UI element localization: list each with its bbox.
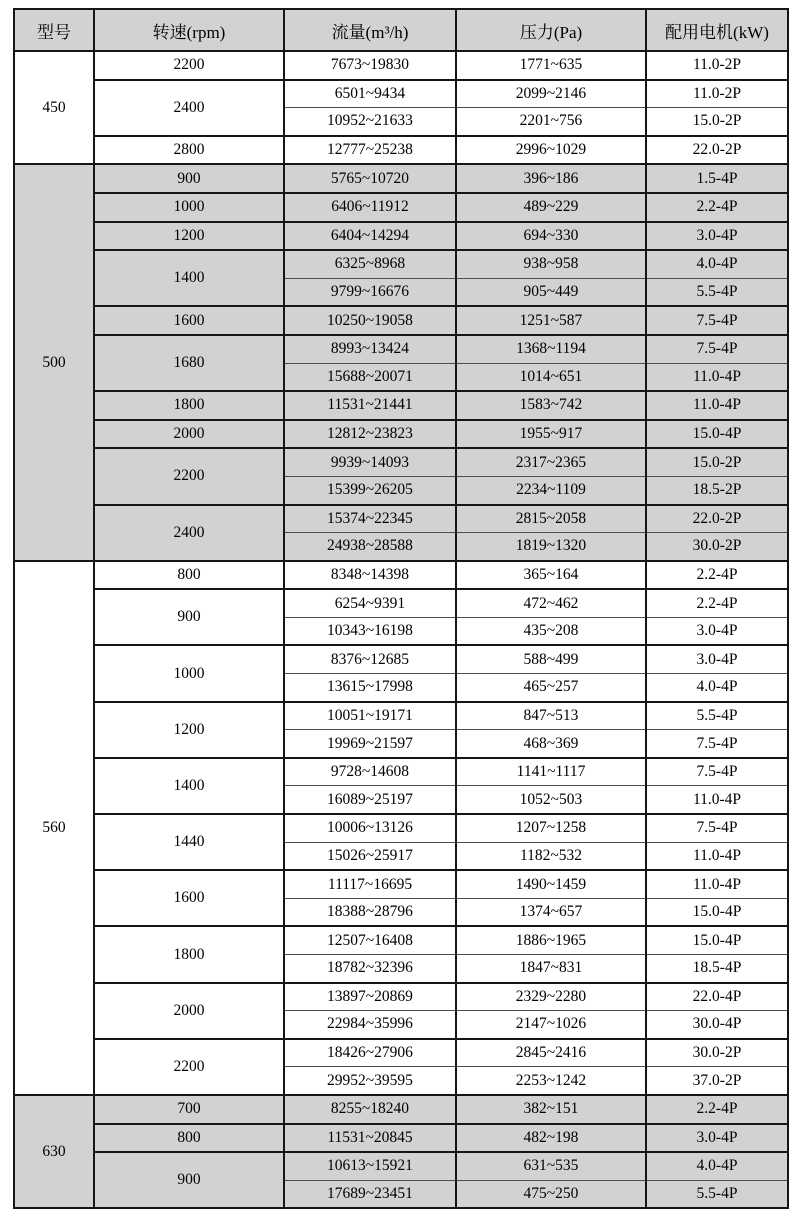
flow-cell: 11531~20845 bbox=[284, 1124, 456, 1153]
motor-cell: 5.5-4P bbox=[646, 702, 788, 730]
pressure-cell: 1886~1965 bbox=[456, 926, 646, 954]
table-row bbox=[14, 645, 788, 673]
speed-cell: 800 bbox=[94, 561, 284, 590]
spec-table-body bbox=[14, 51, 788, 1208]
pressure-cell: 1207~1258 bbox=[456, 814, 646, 842]
motor-cell: 22.0-4P bbox=[646, 983, 788, 1011]
speed-cell: 1000 bbox=[94, 645, 284, 701]
motor-cell: 2.2-4P bbox=[646, 561, 788, 590]
motor-cell: 4.0-4P bbox=[646, 250, 788, 278]
motor-cell: 3.0-4P bbox=[646, 645, 788, 673]
flow-cell: 12777~25238 bbox=[284, 136, 456, 165]
flow-cell: 10613~15921 bbox=[284, 1152, 456, 1180]
flow-cell: 15688~20071 bbox=[284, 363, 456, 391]
header-speed: 转速(rpm) bbox=[94, 9, 284, 51]
motor-cell: 30.0-2P bbox=[646, 1039, 788, 1067]
pressure-cell: 938~958 bbox=[456, 250, 646, 278]
speed-cell: 1800 bbox=[94, 926, 284, 982]
motor-cell: 11.0-4P bbox=[646, 842, 788, 870]
fan-spec-table bbox=[13, 8, 789, 1209]
motor-cell: 11.0-2P bbox=[646, 80, 788, 108]
flow-cell: 9728~14608 bbox=[284, 758, 456, 786]
speed-cell: 1600 bbox=[94, 870, 284, 926]
model-cell: 450 bbox=[14, 51, 94, 164]
motor-cell: 30.0-4P bbox=[646, 1011, 788, 1039]
pressure-cell: 1847~831 bbox=[456, 955, 646, 983]
pressure-cell: 1374~657 bbox=[456, 898, 646, 926]
table-row bbox=[14, 164, 788, 193]
table-row bbox=[14, 814, 788, 842]
pressure-cell: 489~229 bbox=[456, 193, 646, 222]
table-row bbox=[14, 80, 788, 108]
flow-cell: 6501~9434 bbox=[284, 80, 456, 108]
table-row bbox=[14, 758, 788, 786]
speed-cell: 900 bbox=[94, 589, 284, 645]
motor-cell: 18.5-4P bbox=[646, 955, 788, 983]
flow-cell: 8348~14398 bbox=[284, 561, 456, 590]
table-row bbox=[14, 306, 788, 335]
motor-cell: 15.0-2P bbox=[646, 108, 788, 136]
flow-cell: 24938~28588 bbox=[284, 533, 456, 561]
motor-cell: 7.5-4P bbox=[646, 814, 788, 842]
pressure-cell: 694~330 bbox=[456, 222, 646, 251]
motor-cell: 37.0-2P bbox=[646, 1067, 788, 1095]
table-row bbox=[14, 505, 788, 533]
model-cell: 630 bbox=[14, 1095, 94, 1208]
motor-cell: 11.0-4P bbox=[646, 363, 788, 391]
motor-cell: 3.0-4P bbox=[646, 222, 788, 251]
flow-cell: 19969~21597 bbox=[284, 730, 456, 758]
pressure-cell: 2234~1109 bbox=[456, 476, 646, 504]
flow-cell: 10952~21633 bbox=[284, 108, 456, 136]
table-row bbox=[14, 51, 788, 80]
pressure-cell: 2317~2365 bbox=[456, 448, 646, 476]
motor-cell: 7.5-4P bbox=[646, 730, 788, 758]
pressure-cell: 472~462 bbox=[456, 589, 646, 617]
table-row bbox=[14, 1124, 788, 1153]
speed-cell: 1680 bbox=[94, 335, 284, 391]
speed-cell: 1000 bbox=[94, 193, 284, 222]
pressure-cell: 475~250 bbox=[456, 1180, 646, 1208]
pressure-cell: 1141~1117 bbox=[456, 758, 646, 786]
pressure-cell: 1955~917 bbox=[456, 420, 646, 449]
motor-cell: 2.2-4P bbox=[646, 589, 788, 617]
table-row bbox=[14, 1095, 788, 1124]
pressure-cell: 847~513 bbox=[456, 702, 646, 730]
speed-cell: 900 bbox=[94, 1152, 284, 1208]
motor-cell: 5.5-4P bbox=[646, 1180, 788, 1208]
header-model: 型号 bbox=[14, 9, 94, 51]
speed-cell: 1200 bbox=[94, 222, 284, 251]
speed-cell: 1400 bbox=[94, 250, 284, 306]
table-row bbox=[14, 420, 788, 449]
motor-cell: 2.2-4P bbox=[646, 1095, 788, 1124]
speed-cell: 2200 bbox=[94, 448, 284, 504]
motor-cell: 15.0-2P bbox=[646, 448, 788, 476]
flow-cell: 15399~26205 bbox=[284, 476, 456, 504]
motor-cell: 22.0-2P bbox=[646, 136, 788, 165]
speed-cell: 2200 bbox=[94, 51, 284, 80]
flow-cell: 6325~8968 bbox=[284, 250, 456, 278]
pressure-cell: 482~198 bbox=[456, 1124, 646, 1153]
flow-cell: 7673~19830 bbox=[284, 51, 456, 80]
flow-cell: 18782~32396 bbox=[284, 955, 456, 983]
flow-cell: 8255~18240 bbox=[284, 1095, 456, 1124]
pressure-cell: 1819~1320 bbox=[456, 533, 646, 561]
motor-cell: 4.0-4P bbox=[646, 1152, 788, 1180]
speed-cell: 2000 bbox=[94, 420, 284, 449]
motor-cell: 3.0-4P bbox=[646, 617, 788, 645]
flow-cell: 18426~27906 bbox=[284, 1039, 456, 1067]
speed-cell: 1600 bbox=[94, 306, 284, 335]
flow-cell: 6404~14294 bbox=[284, 222, 456, 251]
pressure-cell: 2147~1026 bbox=[456, 1011, 646, 1039]
pressure-cell: 468~369 bbox=[456, 730, 646, 758]
speed-cell: 1400 bbox=[94, 758, 284, 814]
pressure-cell: 905~449 bbox=[456, 278, 646, 306]
table-row bbox=[14, 561, 788, 590]
pressure-cell: 435~208 bbox=[456, 617, 646, 645]
flow-cell: 8376~12685 bbox=[284, 645, 456, 673]
motor-cell: 7.5-4P bbox=[646, 335, 788, 363]
flow-cell: 10250~19058 bbox=[284, 306, 456, 335]
table-row bbox=[14, 222, 788, 251]
flow-cell: 6254~9391 bbox=[284, 589, 456, 617]
pressure-cell: 1583~742 bbox=[456, 391, 646, 420]
table-row bbox=[14, 193, 788, 222]
flow-cell: 15026~25917 bbox=[284, 842, 456, 870]
flow-cell: 13897~20869 bbox=[284, 983, 456, 1011]
pressure-cell: 631~535 bbox=[456, 1152, 646, 1180]
table-row bbox=[14, 702, 788, 730]
pressure-cell: 1771~635 bbox=[456, 51, 646, 80]
flow-cell: 15374~22345 bbox=[284, 505, 456, 533]
pressure-cell: 2253~1242 bbox=[456, 1067, 646, 1095]
pressure-cell: 2996~1029 bbox=[456, 136, 646, 165]
flow-cell: 5765~10720 bbox=[284, 164, 456, 193]
table-header-row bbox=[14, 9, 788, 51]
flow-cell: 9799~16676 bbox=[284, 278, 456, 306]
table-row bbox=[14, 1152, 788, 1180]
speed-cell: 2800 bbox=[94, 136, 284, 165]
flow-cell: 29952~39595 bbox=[284, 1067, 456, 1095]
motor-cell: 1.5-4P bbox=[646, 164, 788, 193]
pressure-cell: 2845~2416 bbox=[456, 1039, 646, 1067]
motor-cell: 5.5-4P bbox=[646, 278, 788, 306]
pressure-cell: 2099~2146 bbox=[456, 80, 646, 108]
flow-cell: 17689~23451 bbox=[284, 1180, 456, 1208]
pressure-cell: 1368~1194 bbox=[456, 335, 646, 363]
model-cell: 500 bbox=[14, 164, 94, 560]
flow-cell: 10343~16198 bbox=[284, 617, 456, 645]
table-row bbox=[14, 983, 788, 1011]
table-row bbox=[14, 589, 788, 617]
flow-cell: 12812~23823 bbox=[284, 420, 456, 449]
pressure-cell: 382~151 bbox=[456, 1095, 646, 1124]
motor-cell: 30.0-2P bbox=[646, 533, 788, 561]
speed-cell: 1440 bbox=[94, 814, 284, 870]
motor-cell: 4.0-4P bbox=[646, 674, 788, 702]
speed-cell: 1200 bbox=[94, 702, 284, 758]
pressure-cell: 1014~651 bbox=[456, 363, 646, 391]
speed-cell: 2400 bbox=[94, 505, 284, 561]
table-row bbox=[14, 391, 788, 420]
motor-cell: 11.0-4P bbox=[646, 870, 788, 898]
speed-cell: 700 bbox=[94, 1095, 284, 1124]
speed-cell: 2200 bbox=[94, 1039, 284, 1095]
pressure-cell: 1182~532 bbox=[456, 842, 646, 870]
motor-cell: 15.0-4P bbox=[646, 898, 788, 926]
flow-cell: 18388~28796 bbox=[284, 898, 456, 926]
pressure-cell: 396~186 bbox=[456, 164, 646, 193]
motor-cell: 3.0-4P bbox=[646, 1124, 788, 1153]
table-row bbox=[14, 448, 788, 476]
flow-cell: 10051~19171 bbox=[284, 702, 456, 730]
motor-cell: 2.2-4P bbox=[646, 193, 788, 222]
flow-cell: 10006~13126 bbox=[284, 814, 456, 842]
motor-cell: 15.0-4P bbox=[646, 420, 788, 449]
flow-cell: 11117~16695 bbox=[284, 870, 456, 898]
flow-cell: 22984~35996 bbox=[284, 1011, 456, 1039]
flow-cell: 6406~11912 bbox=[284, 193, 456, 222]
pressure-cell: 1251~587 bbox=[456, 306, 646, 335]
header-flow: 流量(m³/h) bbox=[284, 9, 456, 51]
speed-cell: 1800 bbox=[94, 391, 284, 420]
flow-cell: 12507~16408 bbox=[284, 926, 456, 954]
table-row bbox=[14, 1039, 788, 1067]
motor-cell: 11.0-4P bbox=[646, 391, 788, 420]
speed-cell: 2000 bbox=[94, 983, 284, 1039]
header-pressure: 压力(Pa) bbox=[456, 9, 646, 51]
table-row bbox=[14, 926, 788, 954]
header-motor: 配用电机(kW) bbox=[646, 9, 788, 51]
table-row bbox=[14, 250, 788, 278]
motor-cell: 22.0-2P bbox=[646, 505, 788, 533]
flow-cell: 16089~25197 bbox=[284, 786, 456, 814]
table-row bbox=[14, 870, 788, 898]
speed-cell: 900 bbox=[94, 164, 284, 193]
flow-cell: 8993~13424 bbox=[284, 335, 456, 363]
pressure-cell: 1052~503 bbox=[456, 786, 646, 814]
motor-cell: 11.0-2P bbox=[646, 51, 788, 80]
pressure-cell: 2329~2280 bbox=[456, 983, 646, 1011]
motor-cell: 7.5-4P bbox=[646, 306, 788, 335]
table-row bbox=[14, 335, 788, 363]
motor-cell: 11.0-4P bbox=[646, 786, 788, 814]
flow-cell: 9939~14093 bbox=[284, 448, 456, 476]
table-row bbox=[14, 136, 788, 165]
pressure-cell: 465~257 bbox=[456, 674, 646, 702]
motor-cell: 15.0-4P bbox=[646, 926, 788, 954]
speed-cell: 2400 bbox=[94, 80, 284, 136]
model-cell: 560 bbox=[14, 561, 94, 1095]
speed-cell: 800 bbox=[94, 1124, 284, 1153]
pressure-cell: 1490~1459 bbox=[456, 870, 646, 898]
pressure-cell: 365~164 bbox=[456, 561, 646, 590]
motor-cell: 7.5-4P bbox=[646, 758, 788, 786]
pressure-cell: 588~499 bbox=[456, 645, 646, 673]
pressure-cell: 2201~756 bbox=[456, 108, 646, 136]
motor-cell: 18.5-2P bbox=[646, 476, 788, 504]
flow-cell: 11531~21441 bbox=[284, 391, 456, 420]
pressure-cell: 2815~2058 bbox=[456, 505, 646, 533]
flow-cell: 13615~17998 bbox=[284, 674, 456, 702]
